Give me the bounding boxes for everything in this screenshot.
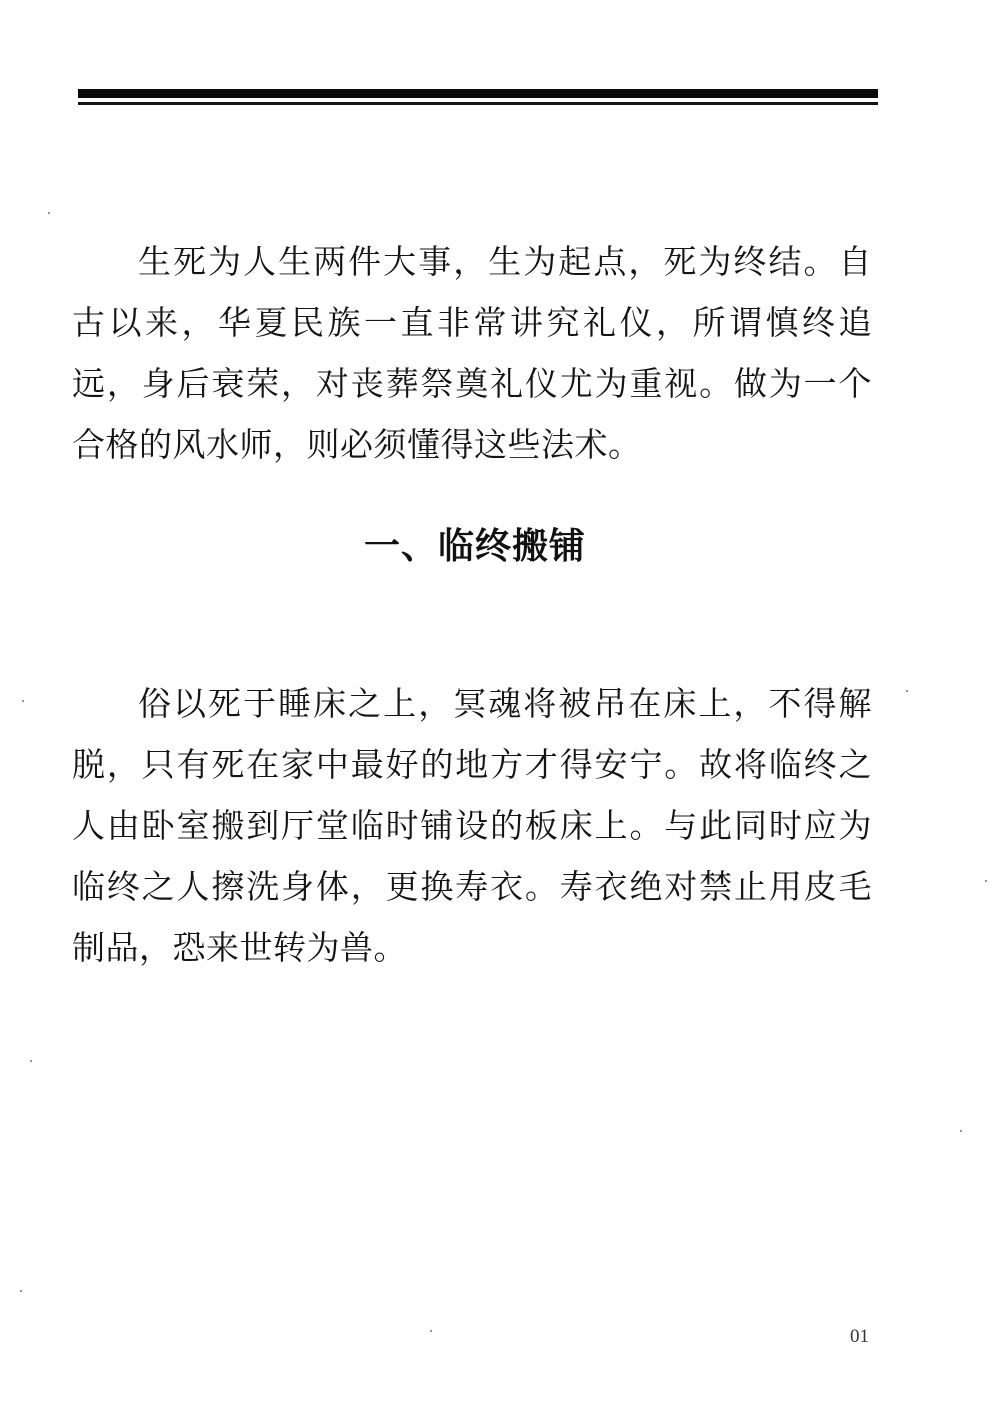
header-rule-thick	[78, 89, 878, 98]
scan-speck	[22, 700, 24, 702]
header-rule-thin	[78, 102, 878, 105]
scan-speck	[906, 690, 908, 692]
scan-speck	[48, 212, 50, 214]
intro-paragraph: 生死为人生两件大事，生为起点，死为终结。自古以来，华夏民族一直非常讲究礼仪，所谓慎终追远，身后衰荣，对丧葬祭奠礼仪尤为重视。做为一个合格的风水师，则必须懂得这些法术。	[72, 242, 872, 464]
scan-speck	[30, 1060, 32, 1062]
section-paragraph: 俗以死于睡床之上，冥魂将被吊在床上，不得解脱，只有死在家中最好的地方才得安宁。故将临终之人由卧室搬到厅堂临时铺设的板床上。与此同时应为临终之人擦洗身体，更换寿衣。寿衣绝对禁止用皮毛制品，恐来世转为兽。	[72, 684, 872, 967]
page-number: 01	[850, 1326, 869, 1347]
section-heading: 一、临终搬铺	[363, 526, 586, 567]
scan-speck	[430, 1330, 432, 1332]
scan-speck	[20, 1290, 22, 1292]
scan-speck	[985, 880, 987, 882]
scan-speck	[960, 1130, 962, 1132]
